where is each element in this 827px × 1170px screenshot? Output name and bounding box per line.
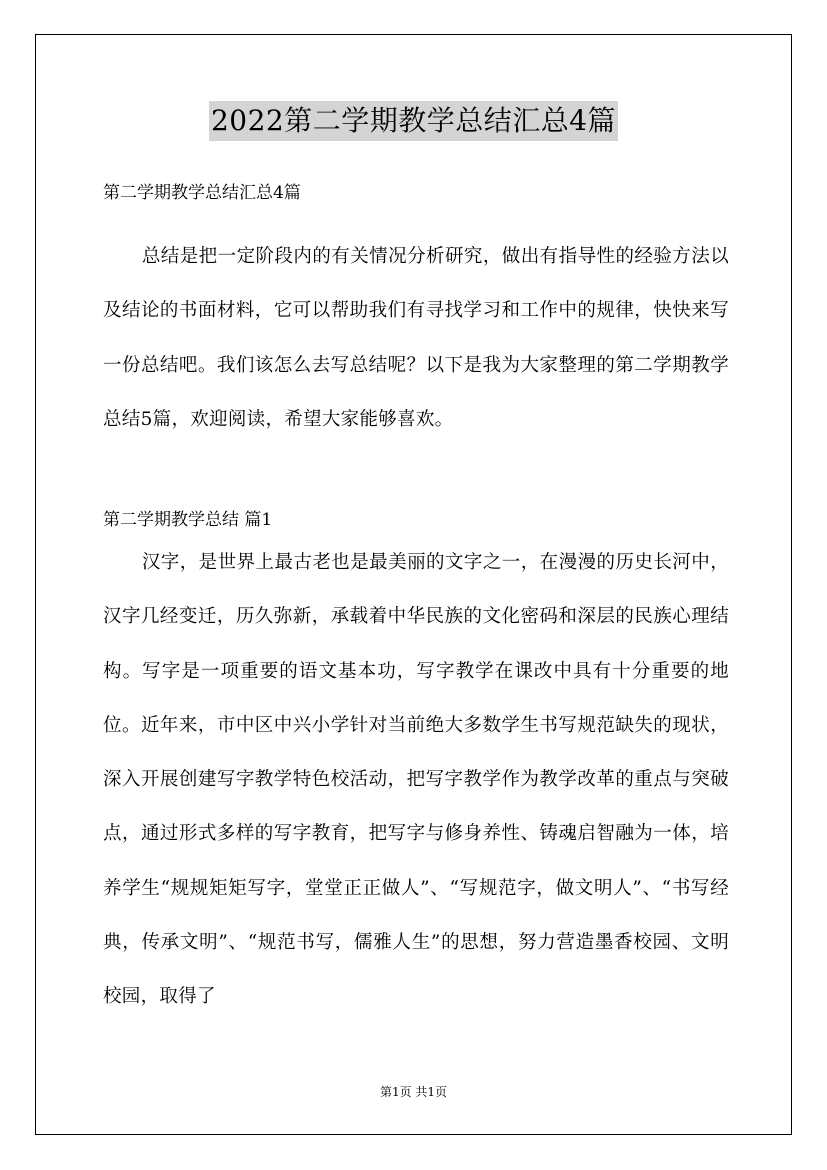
section-heading: 第二学期教学总结 篇1	[103, 510, 273, 530]
title-container	[0, 101, 827, 141]
section-body-paragraph: 汉字，是世界上最古老也是最美丽的文字之一，在漫漫的历史长河中，汉字几经变迁，历久弥新，承载着中华民族的文化密码和深层的民族心理结构。写字是一项重要的语文基本功，写字教学在课改中具有十分重要的地位。近年来，市中区中兴小学针对当前绝大多数学生书写规范缺失的现状，深入开展创建写字教学特色校活动，把写字教学作为教学改革的重点与突破点，通过形式多样的写字教育，把写字与修身养性、铸魂启智融为一体，培养学生“规规矩矩写字，堂堂正正做人”、“写规范字，做文明人”、“书写经典，传承文明”、“规范书写，儒雅人生”的思想，努力营造墨香校园、文明校园，取得了	[103, 552, 729, 1008]
document-title: 2022第二学期教学总结汇总4篇	[209, 101, 618, 141]
page-footer: 第1页 共1页	[379, 1085, 448, 1099]
document-subtitle: 第二学期教学总结汇总4篇	[103, 183, 301, 203]
intro-paragraph: 总结是把一定阶段内的有关情况分析研究，做出有指导性的经验方法以及结论的书面材料，它可以帮助我们有寻找学习和工作中的规律，快快来写一份总结吧。我们该怎么去写总结呢？以下是我为大家整理的第二学期教学总结5篇，欢迎阅读，希望大家能够喜欢。	[103, 246, 729, 430]
